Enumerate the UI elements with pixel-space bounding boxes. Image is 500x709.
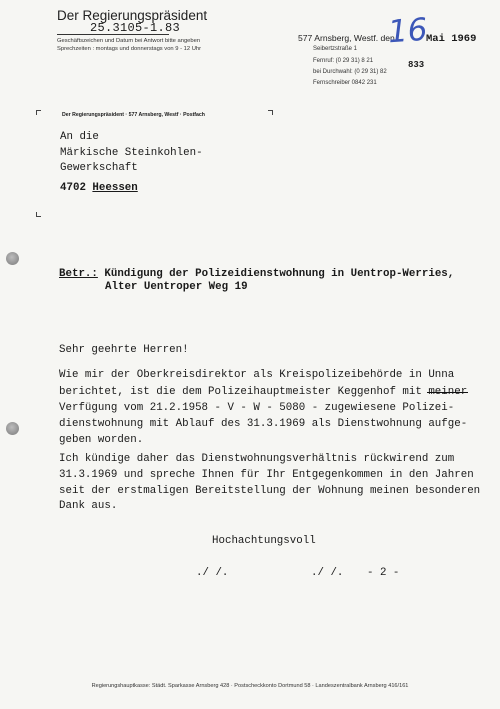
reference-hint: Geschäftszeichen und Datum bei Antwort bitte angeben xyxy=(57,38,201,44)
direct-dial: bei Durchwahl: (0 29 31) 82 xyxy=(313,69,387,75)
paragraph-1-line-2-text: berichtet, ist die dem Polizeihauptmeister Keggenhof mit xyxy=(59,386,422,398)
window-mark-top-right xyxy=(268,110,273,115)
window-mark-top-left xyxy=(36,110,41,115)
authority-title: Der Regierungspräsident xyxy=(57,8,208,23)
closing: Hochachtungsvoll xyxy=(212,535,316,547)
date-month-year: Mai 1969 xyxy=(426,33,477,45)
window-mark-bottom-left xyxy=(36,212,41,217)
street: Seibertzstraße 1 xyxy=(313,46,358,52)
omission-mark-left: ./ /. xyxy=(196,567,229,579)
struck-word: meiner xyxy=(428,386,468,398)
recipient-line-1: An die xyxy=(60,131,99,143)
telex: Fernschreiber 0842 231 xyxy=(313,80,377,86)
file-number: 833 xyxy=(408,60,425,70)
paragraph-2-line-1: Ich kündige daher das Dienstwohnungsverhältnis rückwirend zum xyxy=(59,453,455,465)
punch-hole-upper xyxy=(6,252,19,265)
place-label: 577 Arnsberg, Westf. den xyxy=(298,33,395,43)
footer-bank-details: Regierungshauptkasse: Städt. Sparkasse Arnsberg 428 · Postscheckkonto Dortmund 58 · Landeszentralbank Arnsberg 416/161 xyxy=(91,683,409,689)
paragraph-2-line-3: seit der erstmaligen Bereitstellung der Wohnung meinen besonderen xyxy=(59,485,481,497)
paragraph-1-line-5: geben worden. xyxy=(59,434,144,446)
office-hours: Sprechzeiten : montags und donnerstags von 9 - 12 Uhr xyxy=(57,46,202,52)
paragraph-2-line-4: Dank aus. xyxy=(59,500,118,512)
reference-number: 25.3105-1.83 xyxy=(90,21,181,35)
city: Heessen xyxy=(92,182,138,194)
salutation: Sehr geehrte Herren! xyxy=(59,344,189,356)
paragraph-1-line-1: Wie mir der Oberkreisdirektor als Kreispolizeibehörde in Unna xyxy=(59,369,455,381)
subject-line-2: Alter Uentroper Weg 19 xyxy=(105,281,248,293)
reference-underline xyxy=(57,34,169,35)
handwritten-day: 16 xyxy=(386,11,429,51)
subject-text-1: Kündigung der Polizeidienstwohnung in Uentrop-Werries, xyxy=(104,268,455,280)
subject-line-1 xyxy=(59,268,454,280)
sender-line: Der Regierungspräsident · 577 Arnsberg, Westf · Postfach xyxy=(62,112,205,118)
paragraph-1-line-4: dienstwohnung mit Ablauf des 31.3.1969 als Dienstwohnung aufge- xyxy=(59,418,468,430)
postcode: 4702 xyxy=(60,182,86,194)
paragraph-1-line-3: Verfügung vom 21.2.1958 - V - W - 5080 - zugewiesene Polizei- xyxy=(59,402,455,414)
recipient-line-3: Gewerkschaft xyxy=(60,162,138,174)
phone: Fernruf: (0 29 31) 8 21 xyxy=(313,58,374,64)
punch-hole-lower xyxy=(6,422,19,435)
paragraph-1-line-2 xyxy=(59,386,467,398)
page-number: - 2 - xyxy=(367,567,400,579)
recipient-city-line xyxy=(60,182,138,194)
recipient-line-2: Märkische Steinkohlen- xyxy=(60,147,203,159)
omission-mark-center: ./ /. xyxy=(311,567,344,579)
paragraph-2-line-2: 31.3.1969 und spreche Ihnen für Ihr Entgegenkommen in den Jahren xyxy=(59,469,474,481)
subject-label: Betr.: xyxy=(59,268,98,280)
